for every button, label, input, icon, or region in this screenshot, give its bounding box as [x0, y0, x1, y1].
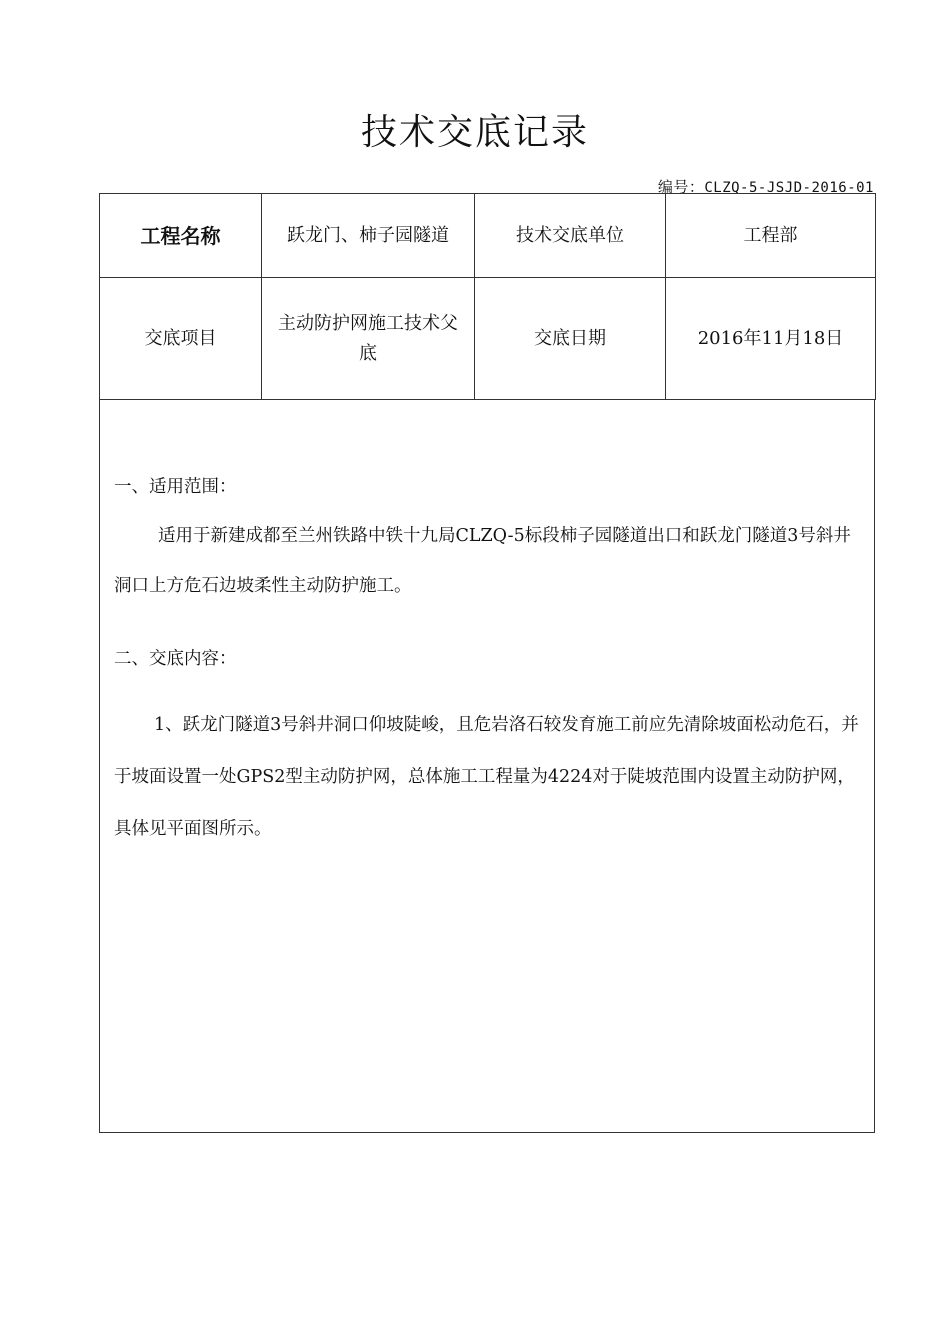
section2-heading: 二、交底内容：: [114, 649, 237, 669]
project-name-label: 工程名称: [100, 194, 262, 278]
item-value: [262, 278, 475, 400]
document-number-value: CLZQ-5-JSJD-2016-01: [704, 180, 874, 196]
info-table: [99, 193, 876, 400]
item-value-line2: 底: [359, 342, 377, 364]
section1-text: 适用于新建成都至兰州铁路中铁十九局CLZQ-5标段柿子园隧道出口和跃龙门隧道3号斜井洞口上方危石边坡柔性主动防护施工。: [114, 526, 851, 596]
document-title: 技术交底记录: [360, 112, 589, 153]
section2-text: 1、跃龙门隧道3号斜井洞口仰坡陡峻，且危岩洛石较发育施工前应先清除坡面松动危石，并于坡面设置一处GPS2型主动防护网，总体施工工程量为4224对于陡坡范围内设置主动防护网，具体见平面图所示。: [114, 715, 859, 839]
project-name-value: 跃龙门、柿子园隧道: [262, 194, 475, 278]
item-value-line1: 主动防护网施工技术父: [278, 312, 458, 334]
content-box: [99, 399, 875, 1133]
date-label: 交底日期: [475, 278, 666, 400]
unit-value: 工程部: [666, 194, 876, 278]
section1-heading: 一、适用范围：: [114, 477, 237, 497]
item-label: 交底项目: [100, 278, 262, 400]
unit-label: 技术交底单位: [475, 194, 666, 278]
date-value: 2016年11月18日: [666, 278, 876, 400]
table-row: [100, 194, 876, 278]
table-row: [100, 278, 876, 400]
document-number-label: 编号：: [657, 178, 705, 196]
